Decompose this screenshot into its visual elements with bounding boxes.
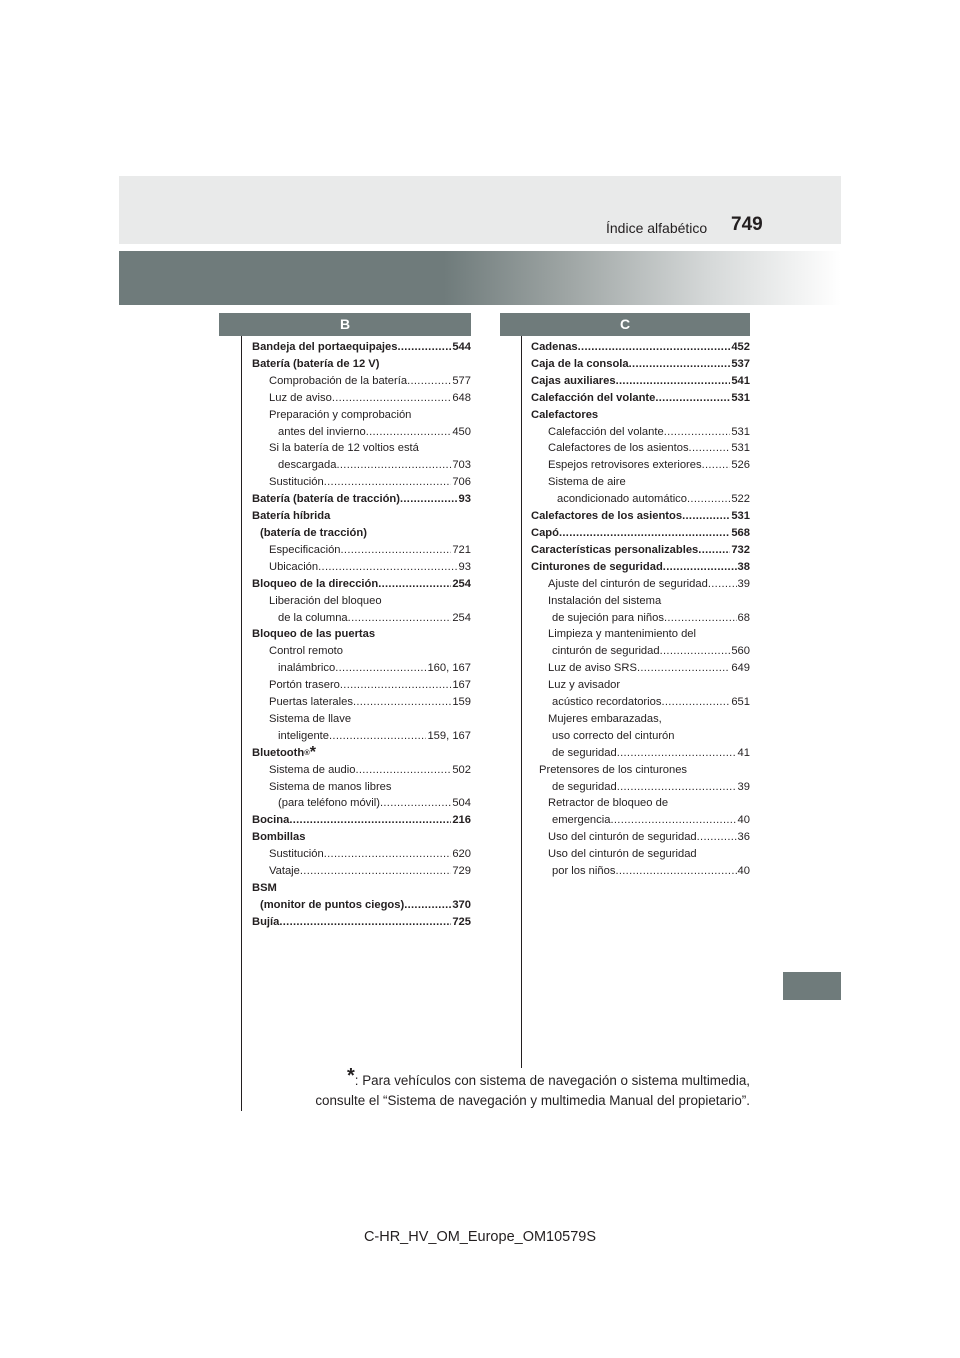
- index-entry-text: Calefactores de los asientos: [548, 442, 689, 455]
- index-entry: [531, 762, 750, 779]
- index-entry: [252, 373, 471, 390]
- column-heading-c: C: [500, 313, 750, 336]
- index-entry: [531, 711, 750, 728]
- footnote: [244, 1066, 750, 1111]
- index-entry-text: de sujeción para niños: [552, 611, 664, 624]
- decorative-gradient-band: [119, 251, 841, 305]
- index-entry-page: 531: [731, 442, 750, 455]
- index-entry-text: Bloqueo de la dirección: [252, 577, 379, 590]
- index-entry-text: Limpieza y mantenimiento del: [548, 628, 696, 641]
- index-entry: [531, 457, 750, 474]
- index-entry-page: 502: [452, 763, 471, 776]
- index-entry-text: Luz y avisador: [548, 679, 621, 692]
- index-entry-text: Sistema de manos libres: [269, 780, 392, 793]
- footnote-text-1: : Para vehículos con sistema de navegación o sistema multimedia,: [354, 1073, 750, 1088]
- index-entry-text: Ubicación: [269, 560, 319, 573]
- dot-leader: [617, 745, 737, 762]
- index-entry: [252, 677, 471, 694]
- index-entry-page: 38: [737, 560, 750, 573]
- index-entry-text: Sistema de llave: [269, 712, 352, 725]
- index-entry: [252, 897, 471, 914]
- dot-leader: [663, 559, 737, 576]
- index-entry: [531, 390, 750, 407]
- index-entry-text: Sistema de aire: [548, 476, 626, 489]
- index-entry-page: 703: [452, 459, 471, 472]
- dot-leader: [689, 440, 731, 457]
- index-entry-text: Cadenas: [531, 341, 578, 353]
- middle-column-rule: [521, 336, 522, 1068]
- index-entry-page: 649: [731, 662, 750, 675]
- index-entry-text: Capó: [531, 526, 559, 539]
- index-entry: [531, 508, 750, 525]
- index-entry-text: acondicionado automático: [557, 493, 687, 506]
- index-entry: [531, 846, 750, 863]
- index-entry-text: Cajas auxiliares: [531, 374, 616, 387]
- index-entry: [252, 525, 471, 542]
- index-entry: [252, 863, 471, 880]
- dot-leader: [610, 812, 736, 829]
- index-entry-text: emergencia: [552, 814, 611, 827]
- index-entry: [531, 728, 750, 745]
- index-entry-page: 452: [731, 341, 750, 353]
- index-entry: [252, 829, 471, 846]
- index-entry: [252, 424, 471, 441]
- index-entry-text: Preparación y comprobación: [269, 408, 412, 421]
- left-column-rule: [241, 336, 242, 1111]
- index-entry-page: 159: [452, 696, 471, 709]
- index-entry: [531, 643, 750, 660]
- index-entry-page: 522: [731, 493, 750, 506]
- dot-leader: [335, 660, 426, 677]
- index-entry-page: 544: [452, 341, 471, 353]
- dot-leader: [324, 846, 452, 863]
- dot-leader: [378, 576, 451, 593]
- index-entry: [531, 576, 750, 593]
- dot-leader: [404, 897, 451, 914]
- index-entry-text: descargada: [278, 459, 337, 472]
- dot-leader: [366, 424, 452, 441]
- index-entry-text: de la columna: [278, 611, 348, 624]
- dot-leader: [318, 559, 457, 576]
- footnote-line-1: [244, 1066, 750, 1091]
- index-entry: [252, 643, 471, 660]
- index-entry-page: 706: [452, 476, 471, 489]
- index-entry-page: 160, 167: [427, 662, 471, 675]
- index-entry: [531, 660, 750, 677]
- dot-leader: [697, 829, 737, 846]
- registered-mark: ®: [304, 747, 310, 757]
- footnote-star-marker: *: [309, 743, 316, 761]
- index-entry-page: 93: [458, 493, 471, 506]
- index-entry: [252, 762, 471, 779]
- dot-leader: [616, 373, 731, 390]
- index-entry-text: Bandeja del portaequipajes: [252, 341, 398, 353]
- index-entry-page: 531: [731, 391, 750, 404]
- dot-leader: [559, 525, 730, 542]
- section-title: Índice alfabético: [606, 220, 708, 236]
- index-column-b: [252, 339, 471, 931]
- index-entry: [531, 542, 750, 559]
- dot-leader: [708, 576, 737, 593]
- index-entry-text: Vataje: [269, 865, 300, 878]
- index-entry: [252, 542, 471, 559]
- index-entry-text: Sistema de audio: [269, 763, 356, 776]
- index-entry-page: 254: [452, 611, 471, 624]
- dot-leader: [397, 339, 451, 356]
- index-entry-page: 729: [452, 865, 471, 878]
- dot-leader: [615, 863, 736, 880]
- index-entry-text: Sustitución: [269, 848, 324, 861]
- dot-leader: [289, 812, 451, 829]
- index-entry-page: 721: [452, 543, 471, 556]
- page-number: 749: [731, 214, 763, 235]
- index-entry-text: acústico recordatorios: [552, 696, 662, 709]
- index-entry: [252, 491, 471, 508]
- index-entry-page: 577: [452, 374, 471, 387]
- index-entry-text: Uso del cinturón de seguridad: [548, 848, 697, 861]
- index-entry: [252, 508, 471, 525]
- index-entry-text: uso correcto del cinturón: [552, 729, 675, 742]
- index-entry-text: Retractor de bloqueo de: [548, 797, 669, 810]
- index-entry-page: 41: [737, 746, 750, 759]
- index-entry: [531, 694, 750, 711]
- index-entry: [252, 711, 471, 728]
- index-entry-page: 568: [731, 526, 750, 539]
- index-entry: [531, 373, 750, 390]
- column-heading-b: B: [219, 313, 471, 336]
- index-entry: [252, 440, 471, 457]
- dot-leader: [617, 779, 737, 796]
- index-entry-page: 370: [452, 898, 471, 911]
- index-entry: [252, 610, 471, 627]
- footnote-line-2: consulte el “Sistema de navegación y multimedia Manual del propietario”.: [315, 1093, 750, 1108]
- index-entry: [531, 424, 750, 441]
- dot-leader: [660, 643, 731, 660]
- index-entry-page: 620: [452, 848, 471, 861]
- index-entry-text: BSM: [252, 882, 277, 894]
- index-entry-text: Batería (batería de tracción): [252, 493, 400, 506]
- index-entry: [531, 829, 750, 846]
- dot-leader: [400, 491, 458, 508]
- index-entry-text: inalámbrico: [278, 662, 336, 675]
- document-id: C-HR_HV_OM_Europe_OM10579S: [363, 1229, 597, 1245]
- index-entry-text: Espejos retrovisores exteriores: [548, 459, 702, 472]
- index-entry-page: 39: [737, 780, 750, 793]
- dot-leader: [664, 424, 731, 441]
- index-entry-text: Calefacción del volante: [548, 425, 664, 438]
- dot-leader: [341, 542, 452, 559]
- index-entry-text: Caja de la consola: [531, 357, 629, 370]
- index-entry: [531, 812, 750, 829]
- index-entry-text: Mujeres embarazadas,: [548, 712, 662, 725]
- index-entry-text: (batería de tracción): [260, 526, 367, 539]
- index-entry: [252, 846, 471, 863]
- dot-leader: [682, 508, 730, 525]
- index-entry-text: Bocina: [252, 814, 290, 827]
- index-entry: [531, 491, 750, 508]
- footnote-star: *: [346, 1065, 355, 1087]
- index-entry: [531, 610, 750, 627]
- index-entry-text: Cinturones de seguridad: [531, 560, 663, 573]
- index-entry-page: 725: [452, 915, 471, 928]
- dot-leader: [380, 795, 451, 812]
- dot-leader: [324, 474, 452, 491]
- dot-leader: [664, 610, 737, 627]
- index-entry: [252, 339, 471, 356]
- index-entry-text: Batería híbrida: [252, 510, 331, 523]
- index-entry: [252, 728, 471, 745]
- index-entry-text: de seguridad: [552, 780, 617, 793]
- dot-leader: [655, 390, 730, 407]
- index-entry: [252, 407, 471, 424]
- dot-leader: [336, 457, 451, 474]
- index-entry-text: Uso del cinturón de seguridad: [548, 831, 697, 844]
- index-entry-text: Bluetooth: [252, 746, 305, 759]
- index-entry-page: 93: [458, 560, 471, 573]
- index-entry-text: Sustitución: [269, 476, 324, 489]
- index-entry-text: Especificación: [269, 543, 341, 556]
- index-entry-page: 560: [731, 645, 750, 658]
- index-entry-text: Si la batería de 12 voltios está: [269, 442, 419, 455]
- dot-leader: [578, 339, 731, 356]
- index-entry: [531, 474, 750, 491]
- index-entry-page: 541: [731, 374, 750, 387]
- index-entry-text: Características personalizables: [531, 543, 699, 556]
- dot-leader: [629, 356, 731, 373]
- index-entry-page: 216: [452, 814, 471, 827]
- index-entry-text: Batería (batería de 12 V): [252, 357, 380, 370]
- index-entry: [531, 525, 750, 542]
- index-entry-text: Calefacción del volante: [531, 391, 656, 404]
- index-entry: [252, 626, 471, 643]
- index-entry: [252, 795, 471, 812]
- index-entry-text: Pretensores de los cinturones: [539, 763, 688, 776]
- index-entry: [531, 407, 750, 424]
- index-entry-page: 450: [452, 425, 471, 438]
- index-entry-text: Bombillas: [252, 831, 306, 844]
- dot-leader: [329, 728, 426, 745]
- index-entry-text: Instalación del sistema: [548, 594, 662, 607]
- index-entry: [252, 745, 471, 762]
- index-entry: [531, 795, 750, 812]
- index-entry: [252, 779, 471, 796]
- index-entry-text: Liberación del bloqueo: [269, 594, 382, 607]
- index-entry-text: Portón trasero: [269, 679, 340, 692]
- index-entry: [252, 474, 471, 491]
- index-entry-page: 526: [731, 459, 750, 472]
- index-entry-text: Ajuste del cinturón de seguridad: [548, 577, 708, 590]
- index-entry: [252, 457, 471, 474]
- index-entry-page: 531: [731, 510, 750, 523]
- index-entry-text: Puertas laterales: [269, 696, 353, 709]
- index-entry: [531, 745, 750, 762]
- dot-leader: [353, 694, 451, 711]
- index-entry-text: Comprobación de la batería: [269, 374, 408, 387]
- dot-leader: [687, 491, 730, 508]
- index-entry: [531, 356, 750, 373]
- index-entry: [252, 576, 471, 593]
- index-entry-page: 651: [731, 696, 750, 709]
- index-entry-page: 40: [737, 865, 750, 878]
- index-entry-page: 254: [452, 577, 471, 590]
- index-entry: [252, 880, 471, 897]
- index-entry: [531, 626, 750, 643]
- index-entry-text: Calefactores de los asientos: [531, 510, 683, 523]
- index-entry-text: (para teléfono móvil): [278, 797, 380, 810]
- index-entry-page: 159, 167: [427, 729, 471, 742]
- index-entry: [252, 812, 471, 829]
- dot-leader: [702, 457, 731, 474]
- index-entry-text: Bloqueo de las puertas: [252, 628, 376, 641]
- dot-leader: [698, 542, 730, 559]
- index-entry-text: Control remoto: [269, 645, 343, 658]
- index-entry-page: 504: [452, 797, 471, 810]
- index-entry: [531, 779, 750, 796]
- index-entry-text: de seguridad: [552, 746, 617, 759]
- index-entry: [531, 440, 750, 457]
- index-entry-text: Luz de aviso: [269, 391, 332, 404]
- index-entry-page: 732: [731, 543, 750, 556]
- index-entry-text: (monitor de puntos ciegos): [260, 898, 405, 911]
- index-entry-page: 167: [452, 679, 471, 692]
- index-entry: [252, 356, 471, 373]
- index-entry: [252, 593, 471, 610]
- index-entry: [252, 694, 471, 711]
- dot-leader: [407, 373, 451, 390]
- index-entry: [252, 660, 471, 677]
- index-entry-page: 68: [737, 611, 750, 624]
- index-entry-text: antes del invierno: [278, 425, 366, 438]
- dot-leader: [332, 390, 452, 407]
- index-entry: [531, 677, 750, 694]
- index-entry-text: inteligente: [278, 729, 330, 742]
- index-entry: [531, 559, 750, 576]
- index-entry: [531, 339, 750, 356]
- dot-leader: [661, 694, 730, 711]
- index-entry-text: Calefactores: [531, 408, 599, 421]
- dot-leader: [300, 863, 451, 880]
- chapter-side-tab: [783, 972, 841, 1000]
- index-entry-text: cinturón de seguridad: [552, 645, 660, 658]
- index-entry-text: Luz de aviso SRS: [548, 662, 637, 675]
- index-entry: [531, 863, 750, 880]
- dot-leader: [348, 610, 452, 627]
- index-entry-page: 537: [731, 357, 750, 370]
- index-entry-page: 531: [731, 425, 750, 438]
- index-entry: [252, 914, 471, 931]
- index-column-c: [531, 339, 750, 880]
- index-entry: [531, 593, 750, 610]
- dot-leader: [637, 660, 730, 677]
- index-entry-text: Bujía: [252, 915, 280, 928]
- index-entry: [252, 559, 471, 576]
- dot-leader: [279, 914, 451, 931]
- index-entry-page: 36: [737, 831, 750, 844]
- index-entry-text: por los niños: [552, 865, 616, 878]
- dot-leader: [340, 677, 451, 694]
- index-entry: [252, 390, 471, 407]
- index-entry-page: 39: [737, 577, 750, 590]
- index-entry-page: 648: [452, 391, 471, 404]
- dot-leader: [355, 762, 451, 779]
- index-entry-page: 40: [737, 814, 750, 827]
